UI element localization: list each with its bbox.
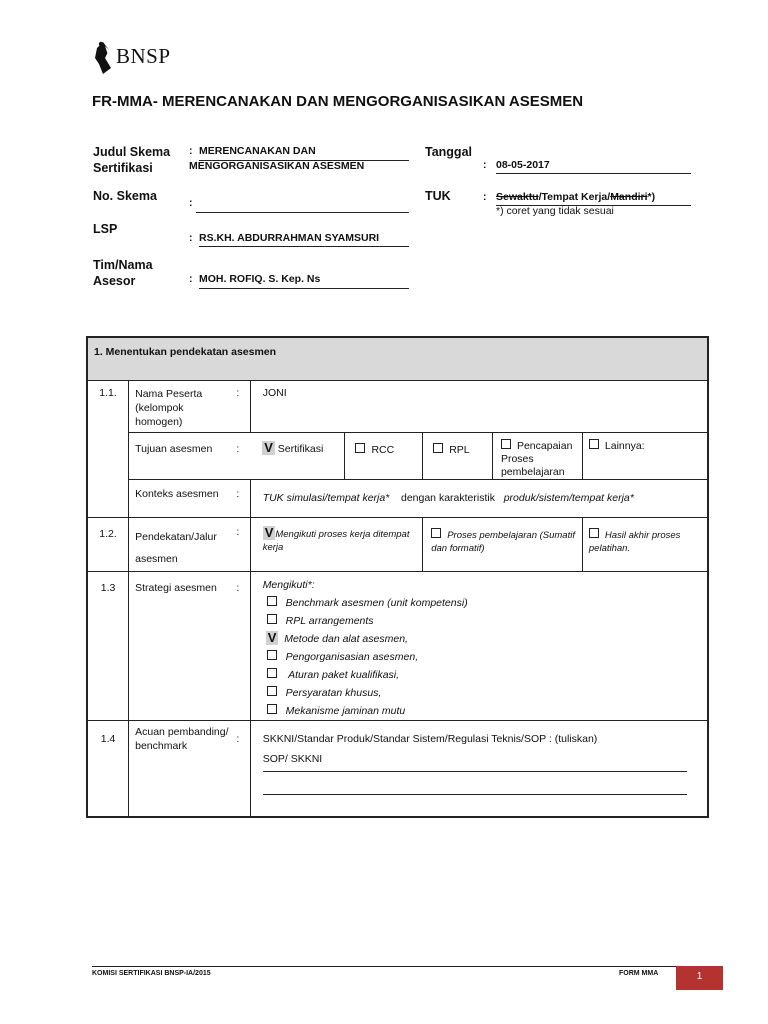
tuk-value: [496, 191, 691, 206]
konteks-tuk: TUK simulasi/tempat kerja*: [262, 492, 390, 504]
pendekatan-opt2-label: Proses pembelajaran (Sumatif dan formatif): [431, 530, 575, 554]
judul-value-line1: MERENCANAKAN DAN: [199, 145, 409, 161]
pendekatan-label: Pendekatan/Jalur asesmen: [129, 518, 237, 572]
acuan-line-1[interactable]: SOP/ SKKNI: [263, 753, 687, 772]
tujuan-label: Tujuan asesmen: [129, 433, 237, 480]
lsp-colon: :: [189, 232, 193, 244]
tuk-sewaktu: Sewaktu: [496, 191, 539, 203]
tujuan-lainnya[interactable]: [582, 433, 708, 480]
pendekatan-opt3[interactable]: [582, 518, 708, 572]
checkbox-icon: [267, 668, 277, 678]
tuk-note: *) coret yang tidak sesuai: [496, 205, 614, 217]
strategi-item-5[interactable]: [263, 684, 707, 702]
konteks-label: Konteks asesmen: [129, 480, 237, 518]
rcc-checkbox-icon: [355, 443, 365, 453]
tanggal-label: Tanggal: [425, 145, 472, 159]
judul-colon: :: [189, 145, 193, 157]
logo-text: BNSP: [116, 44, 171, 68]
lainnya-checkbox-icon: [589, 439, 599, 449]
tujuan-pencapaian[interactable]: [492, 433, 582, 480]
tanggal-value: 08-05-2017: [496, 159, 691, 174]
nama-peserta-value: JONI: [250, 381, 708, 433]
footer-form-label: FORM MMA: [619, 970, 659, 977]
strategi-item-6[interactable]: [263, 702, 707, 720]
rpl-label: RPL: [449, 444, 470, 456]
colon-1-4: :: [236, 721, 250, 817]
colon-1-1: :: [236, 381, 250, 433]
metode-checkmark-icon: V: [267, 630, 277, 645]
strategi-list: [250, 572, 708, 721]
strategi-item-4[interactable]: [263, 666, 707, 684]
checkbox-icon: [267, 614, 277, 624]
strategi-item-2[interactable]: [263, 630, 707, 648]
checkbox-icon: [267, 650, 277, 660]
lsp-label: LSP: [93, 222, 118, 236]
tuk-middle: /Tempat Kerja/: [538, 191, 611, 203]
colon-1-2: :: [236, 518, 250, 572]
judul-label: Judul Skema Sertifikasi: [93, 145, 171, 175]
sertifikasi-label: Sertifikasi: [277, 443, 324, 455]
konteks-produk: produk/sistem/tempat kerja*: [503, 492, 634, 504]
strategi-item-label: Metode dan alat asesmen,: [284, 633, 408, 645]
row-num-1-1: 1.1.: [87, 381, 129, 518]
tuk-colon: :: [483, 191, 487, 203]
no-skema-value: [196, 197, 409, 213]
strategi-label: Strategi asesmen: [129, 572, 237, 721]
tujuan-rpl[interactable]: [423, 433, 493, 480]
acuan-text: SKKNI/Standar Produk/Standar Sistem/Regulasi Teknis/SOP : (tuliskan): [262, 733, 598, 745]
strategi-item-1[interactable]: [263, 612, 707, 630]
colon-1-3: :: [236, 572, 250, 721]
sertifikasi-checkmark-icon: V: [264, 440, 273, 455]
tuk-label: TUK: [425, 189, 451, 203]
tujuan-sertifikasi[interactable]: [250, 433, 345, 480]
konteks-karakteristik: dengan karakteristik: [400, 492, 495, 504]
section-heading: 1. Menentukan pendekatan asesmen: [87, 337, 708, 381]
acuan-value: [250, 721, 708, 817]
strategi-item-label: Benchmark asesmen (unit kompetensi): [285, 597, 468, 609]
pencapaian-checkbox-icon: [501, 439, 511, 449]
nama-peserta-label: Nama Peserta (kelompok homogen): [129, 381, 237, 433]
tuk-mandiri: Mandiri: [610, 191, 648, 203]
page-title: FR-MMA- MERENCANAKAN DAN MENGORGANISASIKAN ASESMEN: [92, 93, 584, 110]
tim-colon: :: [189, 273, 193, 285]
tuk-star: *): [647, 191, 656, 203]
page-number-badge: 1: [676, 966, 723, 990]
pendekatan-opt3-label: Hasil akhir proses pelatihan.: [588, 530, 681, 554]
tujuan-rcc[interactable]: [345, 433, 423, 480]
row-num-1-4: 1.4: [87, 721, 129, 817]
pendekatan-checkmark-icon: V: [264, 525, 274, 540]
strategi-intro: Mengikuti*:: [262, 579, 315, 591]
judul-value-line2: MENGORGANISASIKAN ASESMEN: [189, 160, 365, 172]
tim-label: Tim/Nama Asesor: [93, 258, 153, 288]
colon-konteks: :: [236, 480, 250, 518]
assessment-table: [86, 336, 709, 818]
pendekatan-opt2-checkbox-icon: [431, 528, 441, 538]
pendekatan-opt2[interactable]: [423, 518, 583, 572]
tim-value: MOH. ROFIQ. S. Kep. Ns: [199, 273, 409, 289]
row-num-1-2: 1.2.: [87, 518, 129, 572]
konteks-value: [250, 480, 708, 518]
pendekatan-opt1[interactable]: [250, 518, 423, 572]
checkbox-icon: [267, 596, 277, 606]
strategi-item-label: Mekanisme jaminan mutu: [285, 705, 406, 717]
pendekatan-opt1-label: Mengikuti proses kerja ditempat kerja: [262, 529, 410, 553]
row-num-1-3: 1.3: [87, 572, 129, 721]
footer-divider: [92, 966, 676, 967]
strategi-item-3[interactable]: [263, 648, 707, 666]
lainnya-label: Lainnya:: [604, 440, 645, 452]
lsp-value: RS.KH. ABDURRAHMAN SYAMSURI: [199, 232, 409, 247]
footer-left-text: KOMISI SERTIFIKASI BNSP-IA/2015: [92, 970, 211, 977]
strategi-item-label: Aturan paket kualifikasi,: [285, 669, 400, 681]
colon-tujuan: :: [236, 433, 250, 480]
pendekatan-opt3-checkbox-icon: [589, 528, 599, 538]
acuan-label: Acuan pembanding/ benchmark: [129, 721, 237, 817]
strategi-item-label: RPL arrangements: [285, 615, 374, 627]
pencapaian-label: Pencapaian Proses pembelajaran: [500, 440, 573, 478]
strategi-item-0[interactable]: [263, 594, 707, 612]
no-skema-colon: :: [189, 197, 193, 209]
strategi-item-label: Pengorganisasian asesmen,: [285, 651, 419, 663]
tanggal-colon: :: [483, 159, 487, 171]
rcc-label: RCC: [371, 444, 395, 456]
strategi-item-label: Persyaratan khusus,: [285, 687, 382, 699]
acuan-line-2[interactable]: [263, 794, 687, 795]
rpl-checkbox-icon: [433, 443, 443, 453]
no-skema-label: No. Skema: [93, 189, 157, 203]
checkbox-icon: [267, 686, 277, 696]
checkbox-icon: [267, 704, 277, 714]
